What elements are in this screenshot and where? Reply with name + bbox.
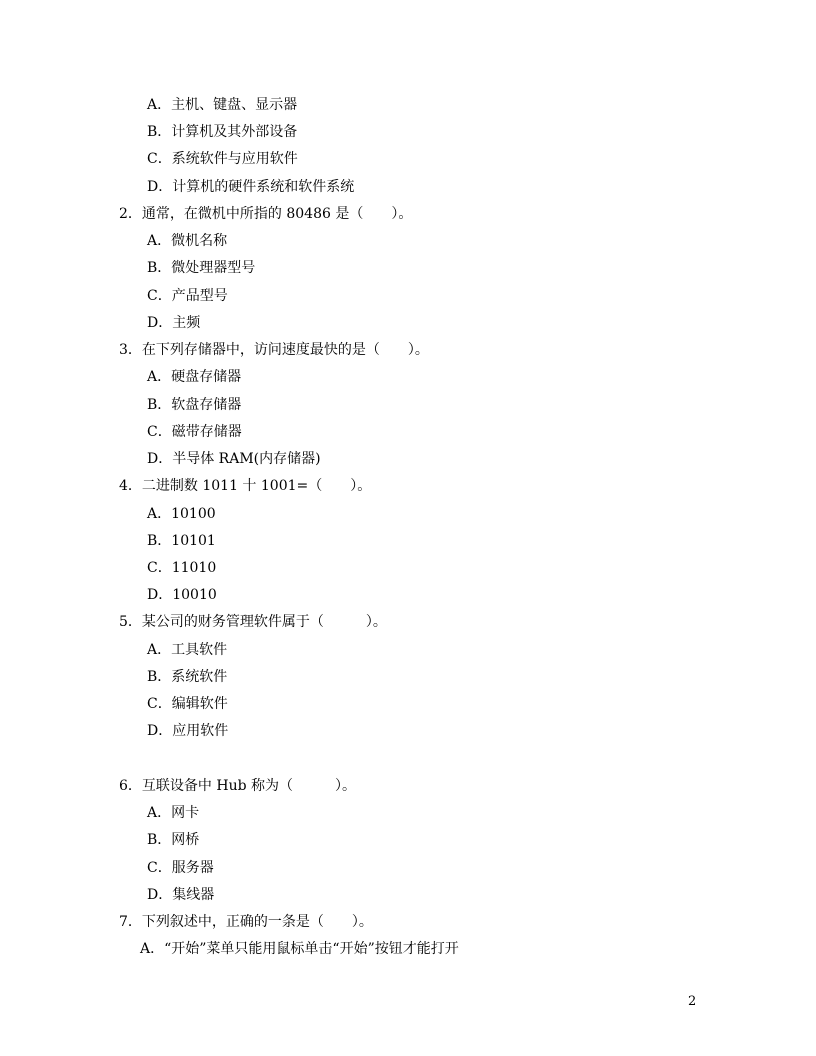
question-line: 3．在下列存储器中，访问速度最快的是（ ）。 [119,342,429,358]
option-line: A．硬盘存储器 [147,369,242,385]
option-line: B．软盘存储器 [147,397,242,413]
question-line: 2．通常，在微机中所指的 80486 是（ ）。 [119,206,413,222]
option-line: D．集线器 [147,887,215,903]
option-line: B．计算机及其外部设备 [147,124,298,140]
option-line: D．半导体 RAM(内存储器) [147,451,321,467]
option-line: C．产品型号 [147,288,228,304]
option-line: C．系统软件与应用软件 [147,151,298,167]
option-line: B．系统软件 [147,669,228,685]
option-line: A．10100 [147,506,216,522]
question-line: 4．二进制数 1011 十 1001=（ ）。 [119,478,372,494]
option-line: D．10010 [147,587,217,603]
option-line: D．应用软件 [147,723,229,739]
option-line: C．磁带存储器 [147,424,242,440]
question-line: 5．某公司的财务管理软件属于（ ）。 [119,614,387,630]
option-line: A．主机、键盘、显示器 [147,97,298,113]
option-line: C．11010 [147,560,217,576]
option-line: B．微处理器型号 [147,260,256,276]
option-line: C．服务器 [147,860,214,876]
option-line: B．10101 [147,533,216,549]
page-number: 2 [688,994,697,1009]
option-line: D．计算机的硬件系统和软件系统 [147,179,355,195]
option-line: B．网桥 [147,832,200,848]
option-line: C．编辑软件 [147,696,228,712]
option-line: A．“开始”菜单只能用鼠标单击“开始”按钮才能打开 [140,941,459,957]
option-line: A．网卡 [147,805,200,821]
option-line: A．微机名称 [147,233,228,249]
question-line: 6．互联设备中 Hub 称为（ ）。 [119,778,356,794]
question-line: 7．下列叙述中，正确的一条是（ ）。 [119,914,373,930]
option-line: A．工具软件 [147,642,228,658]
option-line: D．主频 [147,315,201,331]
